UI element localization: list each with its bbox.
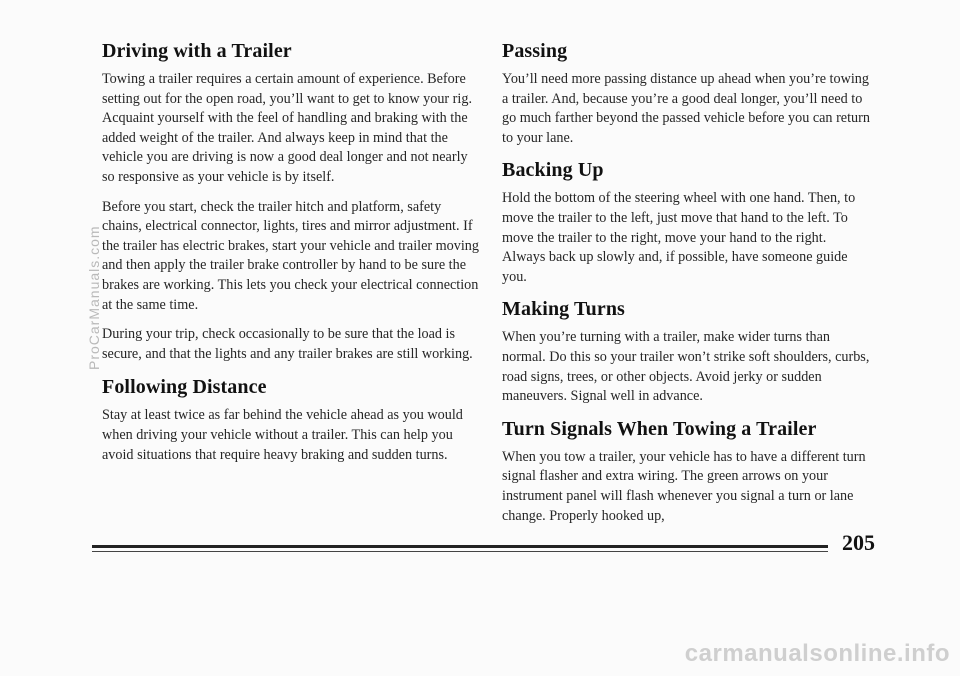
page-number: 205 [842, 530, 875, 555]
paragraph-passing: You’ll need more passing distance up ahead when you’re towing a trailer. And, because you’re a good deal longer, you’ll need to go much farther beyond the passed vehicle before you can return to your lane. [502, 71, 870, 146]
heading-turn-signals: Turn Signals When Towing a Trailer [502, 417, 817, 440]
footer-rule-thick [92, 545, 828, 548]
heading-making-turns: Making Turns [502, 298, 625, 321]
footer-rule-thin [92, 551, 828, 552]
paragraph-experience: Towing a trailer requires a certain amount of experience. Before setting out for the open road, you’ll want to get to know your rig. Acquaint yourself with the feel of handling and braking with the added weight of the trailer. And always keep in mind that the vehicle you are driving is now a good deal longer and not nearly so responsive as your vehicle is by itself. [102, 71, 472, 185]
heading-passing: Passing [502, 40, 568, 62]
paragraph-during-trip: During your trip, check occasionally to be sure that the load is secure, and that the lights and any trailer brakes are still working. [102, 326, 473, 362]
bottom-watermark: carmanualsonline.info [684, 640, 950, 667]
side-watermark: ProCarManuals.com [86, 225, 102, 370]
paragraph-following-distance: Stay at least twice as far behind the vehicle ahead as you would when driving your vehicle without a trailer. This can help you avoid situations that require heavy braking and sudden turns. [102, 407, 463, 463]
paragraph-making-turns: When you’re turning with a trailer, make wider turns than normal. Do this so your trailer won’t strike soft shoulders, curbs, road signs, trees, or other objects. Avoid jerky or sudden maneuvers. Signal well in advance. [502, 329, 870, 405]
heading-driving-with-trailer: Driving with a Trailer [102, 40, 292, 62]
left-column [102, 40, 482, 475]
heading-backing-up: Backing Up [502, 159, 604, 182]
paragraph-turn-signals: When you tow a trailer, your vehicle has to have a different turn signal flasher and extra wiring. The green arrows on your instrument panel will flash whenever you signal a turn or lane change. Properly hooked up, [502, 448, 866, 524]
right-column [502, 40, 872, 536]
paragraph-before-you-start: Before you start, check the trailer hitch and platform, safety chains, electrical connector, lights, tires and mirror adjustment. If the trailer has electric brakes, start your vehicle and trailer moving and then apply the trailer brake controller by hand to be sure the brakes are working. This lets you check your electrical connection at the same time. [102, 198, 479, 313]
heading-following-distance: Following Distance [102, 376, 267, 399]
paragraph-backing-up: Hold the bottom of the steering wheel with one hand. Then, to move the trailer to the left, just move that hand to the left. To move the trailer to the right, move your hand to the right. Always back up slowly and, if possible, have someone guide you. [502, 190, 856, 285]
